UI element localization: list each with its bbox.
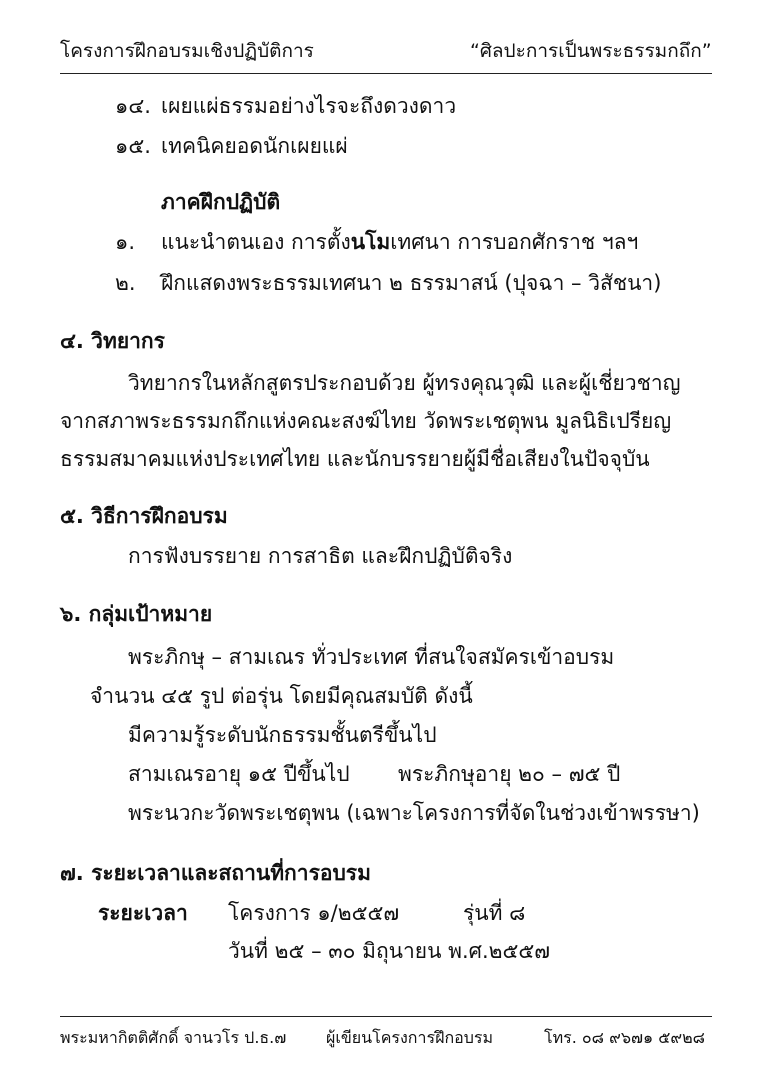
header-rule [60, 73, 712, 74]
section4-line-1: วิทยากรในหลักสูตรประกอบด้วย ผู้ทรงคุณวุฒิ และผู้เชี่ยวชาญ [128, 371, 681, 395]
section4-line-3: ธรรมสมาคมแห่งประเทศไทย และนักบรรยายผู้มีชื่อเสียงในปัจจุบัน [60, 447, 650, 471]
footer-role: ผู้เขียนโครงการฝึกอบรม [326, 1028, 494, 1047]
section5-text: การฟังบรรยาย การสาธิต และฝึกปฏิบัติจริง [128, 544, 513, 568]
item-text: ฝึกแสดงพระธรรมเทศนา ๒ ธรรมาสน์ (ปุจฉา – วิสัชนา) [161, 271, 662, 295]
section6-title: ๖. กลุ่มเป้าหมาย [60, 602, 213, 626]
section6-line-4a: สามเณรอายุ ๑๕ ปีขึ้นไป [128, 762, 350, 786]
section6-line-1: พระภิกษุ – สามเณร ทั่วประเทศ ที่สนใจสมัครเข้าอบรม [128, 645, 615, 669]
item-number: ๑๕. [115, 134, 151, 158]
item-number: ๑. [115, 230, 136, 254]
section6-line-3: มีความรู้ระดับนักธรรมชั้นตรีขึ้นไป [128, 723, 437, 747]
footer-author: พระมหากิตติศักดิ์ จานวโร ป.ธ.๗ [60, 1028, 287, 1047]
practice-item-1 [115, 226, 638, 259]
batch-number: รุ่นที่ ๘ [463, 901, 526, 925]
item-text-post: เทศนา การบอกศักราช ฯลฯ [390, 230, 639, 254]
section6-line-2: จำนวน ๔๕ รูป ต่อรุ่น โดยมีคุณสมบัติ ดังนี้ [90, 684, 473, 708]
section6-line-4b: พระภิกษุอายุ ๒๐ – ๗๕ ปี [398, 762, 621, 786]
section6-line-5: พระนวกะวัดพระเชตุพน (เฉพาะโครงการที่จัดในช่วงเข้าพรรษา) [128, 801, 700, 825]
item-text: เทคนิคยอดนักเผยแผ่ [161, 134, 348, 158]
project-number: โครงการ ๑/๒๕๕๗ [228, 901, 400, 925]
theory-item-15 [115, 130, 348, 163]
theory-item-14 [115, 90, 456, 123]
section4-title: ๔. วิทยากร [60, 329, 165, 353]
header-right: “ศิลปะการเป็นพระธรรมกถึก” [470, 40, 712, 62]
header-left: โครงการฝึกอบรมเชิงปฏิบัติการ [60, 40, 314, 62]
item-text-bold: นโม [350, 230, 391, 254]
item-number: ๑๔. [115, 94, 151, 118]
training-dates: วันที่ ๒๕ – ๓๐ มิถุนายน พ.ศ.๒๕๕๗ [228, 939, 551, 963]
section5-title: ๕. วิธีการฝึกอบรม [60, 504, 228, 528]
footer-phone: โทร. ๐๘ ๙๖๗๑ ๕๙๒๘ [544, 1028, 705, 1047]
duration-label: ระยะเวลา [98, 901, 188, 925]
footer-rule [60, 1016, 712, 1017]
item-text: เผยแผ่ธรรมอย่างไรจะถึงดวงดาว [161, 94, 457, 118]
practice-item-2 [115, 267, 661, 300]
item-text-pre: แนะนำตนเอง การตั้ง [161, 230, 351, 254]
practice-title: ภาคฝึกปฏิบัติ [161, 190, 281, 214]
item-number: ๒. [115, 271, 136, 295]
section7-title: ๗. ระยะเวลาและสถานที่การอบรม [60, 861, 371, 885]
section4-line-2: จากสภาพระธรรมกถึกแห่งคณะสงฆ์ไทย วัดพระเชตุพน มูลนิธิเปรียญ [60, 409, 672, 433]
